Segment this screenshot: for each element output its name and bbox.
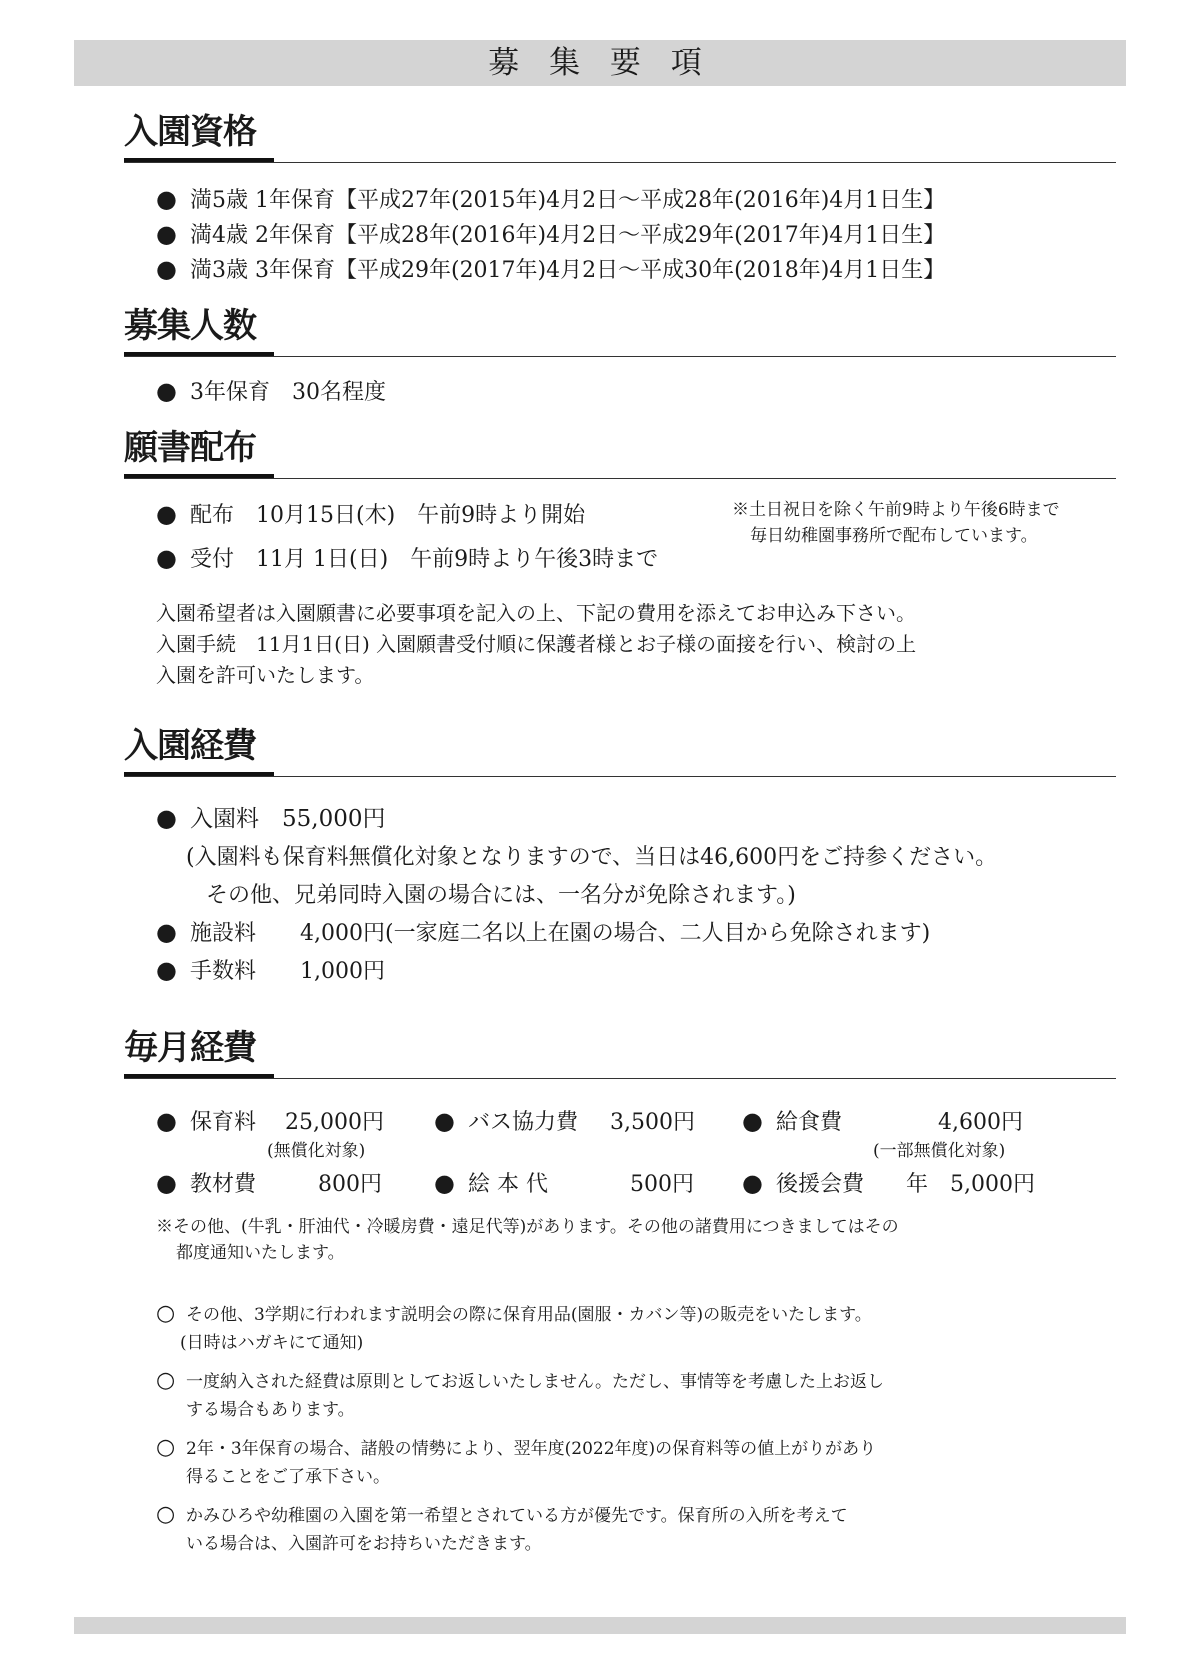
section-heading-eligibility bbox=[124, 114, 1116, 163]
fee-item: ● 施設料 4,000円(一家庭二名以上在園の場合、二人目から免除されます) bbox=[156, 916, 930, 947]
list-item: ● 満5歳 1年保育【平成27年(2015年)4月2日～平成28年(2016年)4月1日生】 bbox=[156, 183, 945, 214]
notice-item: ○ その他、3学期に行われます説明会の際に保育用品(園服・カバン等)の販売をいたします。 bbox=[156, 1300, 872, 1326]
list-item: ● 受付 11月 1日(日) 午前9時より午後3時まで bbox=[156, 542, 658, 573]
section-heading-monthly-fees bbox=[124, 1030, 1116, 1079]
section-heading-application bbox=[124, 430, 1116, 479]
section-heading-admission-fees bbox=[124, 728, 1116, 777]
section-heading-text: 入園資格 bbox=[124, 110, 274, 162]
body-text: 入園希望者は入園願書に必要事項を記入の上、下記の費用を添えてお申込み下さい。 bbox=[156, 601, 916, 625]
section-heading-text: 毎月経費 bbox=[124, 1026, 274, 1078]
monthly-fee-label: ● 保育料 bbox=[156, 1105, 256, 1136]
notice-item-continuation: (日時はハガキにて通知) bbox=[180, 1333, 364, 1353]
notice-item: ○ かみひろや幼稚園の入園を第一希望とされている方が優先です。保育所の入所を考えて bbox=[156, 1501, 848, 1527]
body-text: 入園を許可いたします。 bbox=[156, 663, 375, 687]
monthly-fee-label: ● 後援会費 bbox=[742, 1167, 864, 1198]
note-line: 毎日幼稚園事務所で配布しています。 bbox=[750, 526, 1038, 546]
monthly-fee-note: (一部無償化対象) bbox=[873, 1141, 1006, 1161]
section-heading-text: 願書配布 bbox=[124, 426, 274, 478]
list-item: ● 配布 10月15日(木) 午前9時より開始 bbox=[156, 498, 585, 529]
fee-note: その他、兄弟同時入園の場合には、一名分が免除されます。) bbox=[206, 883, 796, 908]
footer-bar bbox=[74, 1617, 1126, 1634]
notice-item: ○ 2年・3年保育の場合、諸般の情勢により、翌年度(2022年度)の保育料等の値上がりがあり bbox=[156, 1434, 876, 1460]
monthly-fee-amount: 800円 bbox=[318, 1172, 382, 1197]
page-title: 募 集 要 項 bbox=[74, 40, 1126, 86]
note-line: 都度通知いたします。 bbox=[176, 1243, 345, 1263]
monthly-fee-amount: 500円 bbox=[630, 1172, 694, 1197]
notice-item: ○ 一度納入された経費は原則としてお返しいたしません。ただし、事情等を考慮した上お返し bbox=[156, 1367, 884, 1393]
fee-note: (入園料も保育料無償化対象となりますので、当日は46,600円をご持参ください。 bbox=[186, 845, 998, 870]
notice-item-continuation: 得ることをご了承下さい。 bbox=[186, 1467, 390, 1487]
note-line: ※土日祝日を除く午前9時より午後6時まで bbox=[732, 500, 1060, 520]
monthly-fee-amount: 25,000円 bbox=[285, 1110, 384, 1135]
notice-item-continuation: いる場合は、入園許可をお持ちいただきます。 bbox=[186, 1534, 542, 1554]
monthly-fee-label: ● 給食費 bbox=[742, 1105, 842, 1136]
monthly-fee-amount: 年 5,000円 bbox=[906, 1172, 1035, 1197]
list-item: ● 満3歳 3年保育【平成29年(2017年)4月2日～平成30年(2018年)4月1日生】 bbox=[156, 253, 945, 284]
list-item: ● 満4歳 2年保育【平成28年(2016年)4月2日～平成29年(2017年)4月1日生】 bbox=[156, 218, 945, 249]
monthly-fee-amount: 3,500円 bbox=[610, 1110, 695, 1135]
notice-item-continuation: する場合もあります。 bbox=[186, 1400, 355, 1420]
fee-item: ● 手数料 1,000円 bbox=[156, 954, 385, 985]
note-line: ※その他、(牛乳・肝油代・冷暖房費・遠足代等)があります。その他の諸費用につきましてはその bbox=[156, 1217, 899, 1237]
monthly-fee-note: (無償化対象) bbox=[267, 1141, 366, 1161]
monthly-fee-label: ● 絵 本 代 bbox=[434, 1167, 548, 1198]
section-heading-capacity bbox=[124, 308, 1116, 357]
monthly-fee-label: ● 教材費 bbox=[156, 1167, 256, 1198]
body-text: 入園手続 11月1日(日) 入園願書受付順に保護者様とお子様の面接を行い、検討の上 bbox=[156, 632, 917, 656]
list-item: ● 3年保育 30名程度 bbox=[156, 375, 386, 406]
fee-item: ● 入園料 55,000円 bbox=[156, 800, 385, 833]
section-heading-text: 募集人数 bbox=[124, 304, 274, 356]
monthly-fee-label: ● バス協力費 bbox=[434, 1105, 578, 1136]
monthly-fee-amount: 4,600円 bbox=[938, 1110, 1023, 1135]
section-heading-text: 入園経費 bbox=[124, 724, 274, 776]
